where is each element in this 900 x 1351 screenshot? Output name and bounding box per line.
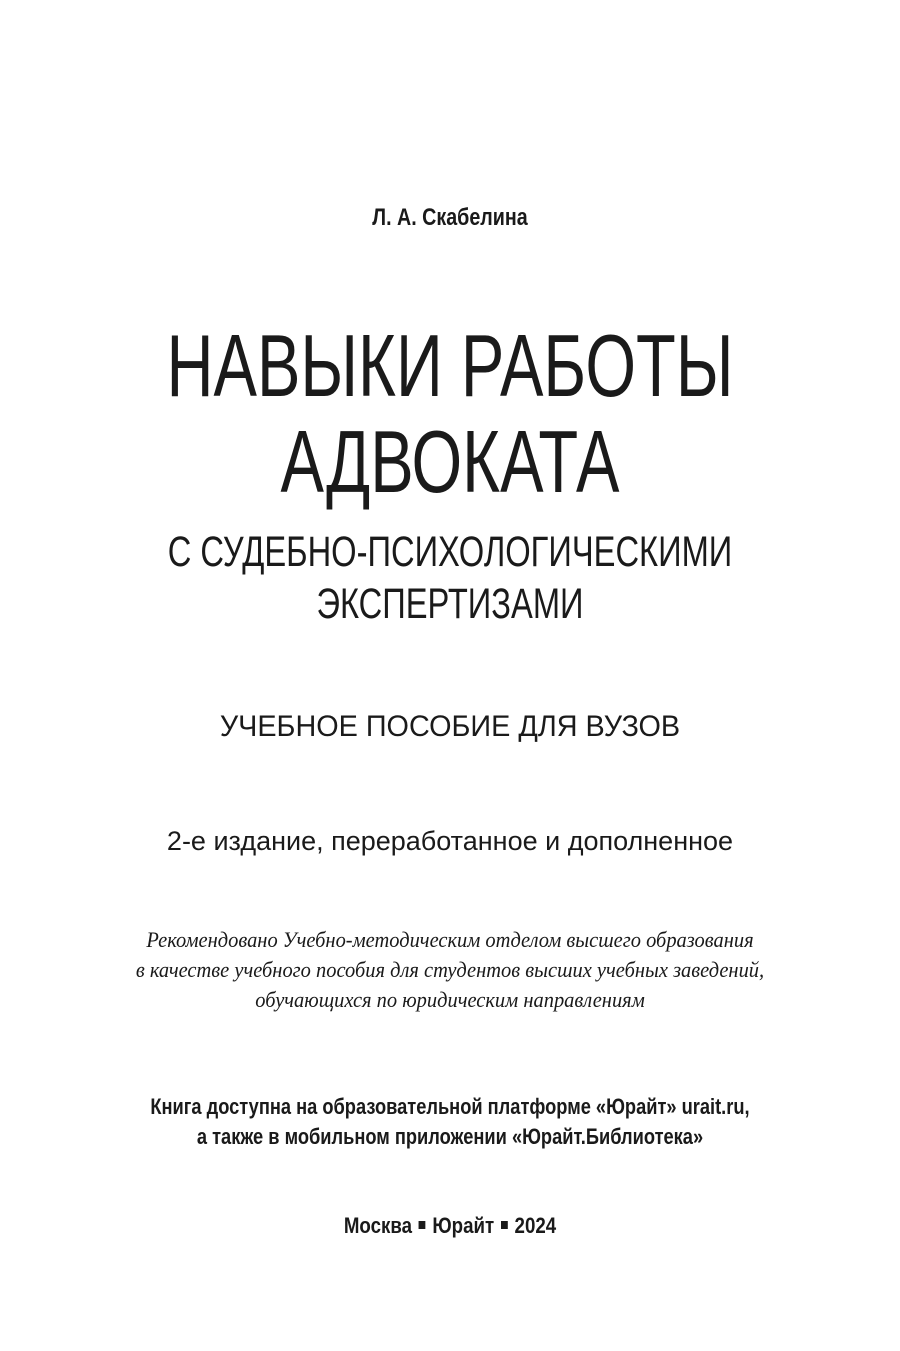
book-subtitle-line-1: С СУДЕБНО-ПСИХОЛОГИЧЕСКИМИ [167,528,733,576]
imprint [68,1213,833,1239]
document-type: УЧЕБНОЕ ПОСОБИЕ ДЛЯ ВУЗОВ [219,710,681,743]
square-bullet-icon [419,1221,426,1229]
imprint-city: Москва [343,1213,412,1238]
square-bullet-icon [501,1221,508,1229]
author-name: Л. А. Скабелина [372,204,528,231]
edition-note: 2-е издание, переработанное и дополненное [166,826,734,856]
recommendation-line-2: в качестве учебного пособия для студентов высших учебных заведений, [135,957,765,982]
book-title-line-2: АДВОКАТА [280,412,620,511]
imprint-publisher: Юрайт [432,1213,495,1238]
book-subtitle-line-2: ЭКСПЕРТИЗАМИ [316,580,584,628]
imprint-year: 2024 [514,1213,557,1238]
recommendation-line-3: обучающихся по юридическим направлениям [255,987,645,1012]
availability-line-2: а также в мобильном приложении «Юрайт.Библиотека» [196,1124,704,1149]
recommendation-line-1: Рекомендовано Учебно-методическим отделом высшего образования [146,927,754,952]
book-title-line-1: НАВЫКИ РАБОТЫ [166,316,734,415]
availability-line-1: Книга доступна на образовательной платформе «Юрайт» urait.ru, [150,1094,750,1119]
